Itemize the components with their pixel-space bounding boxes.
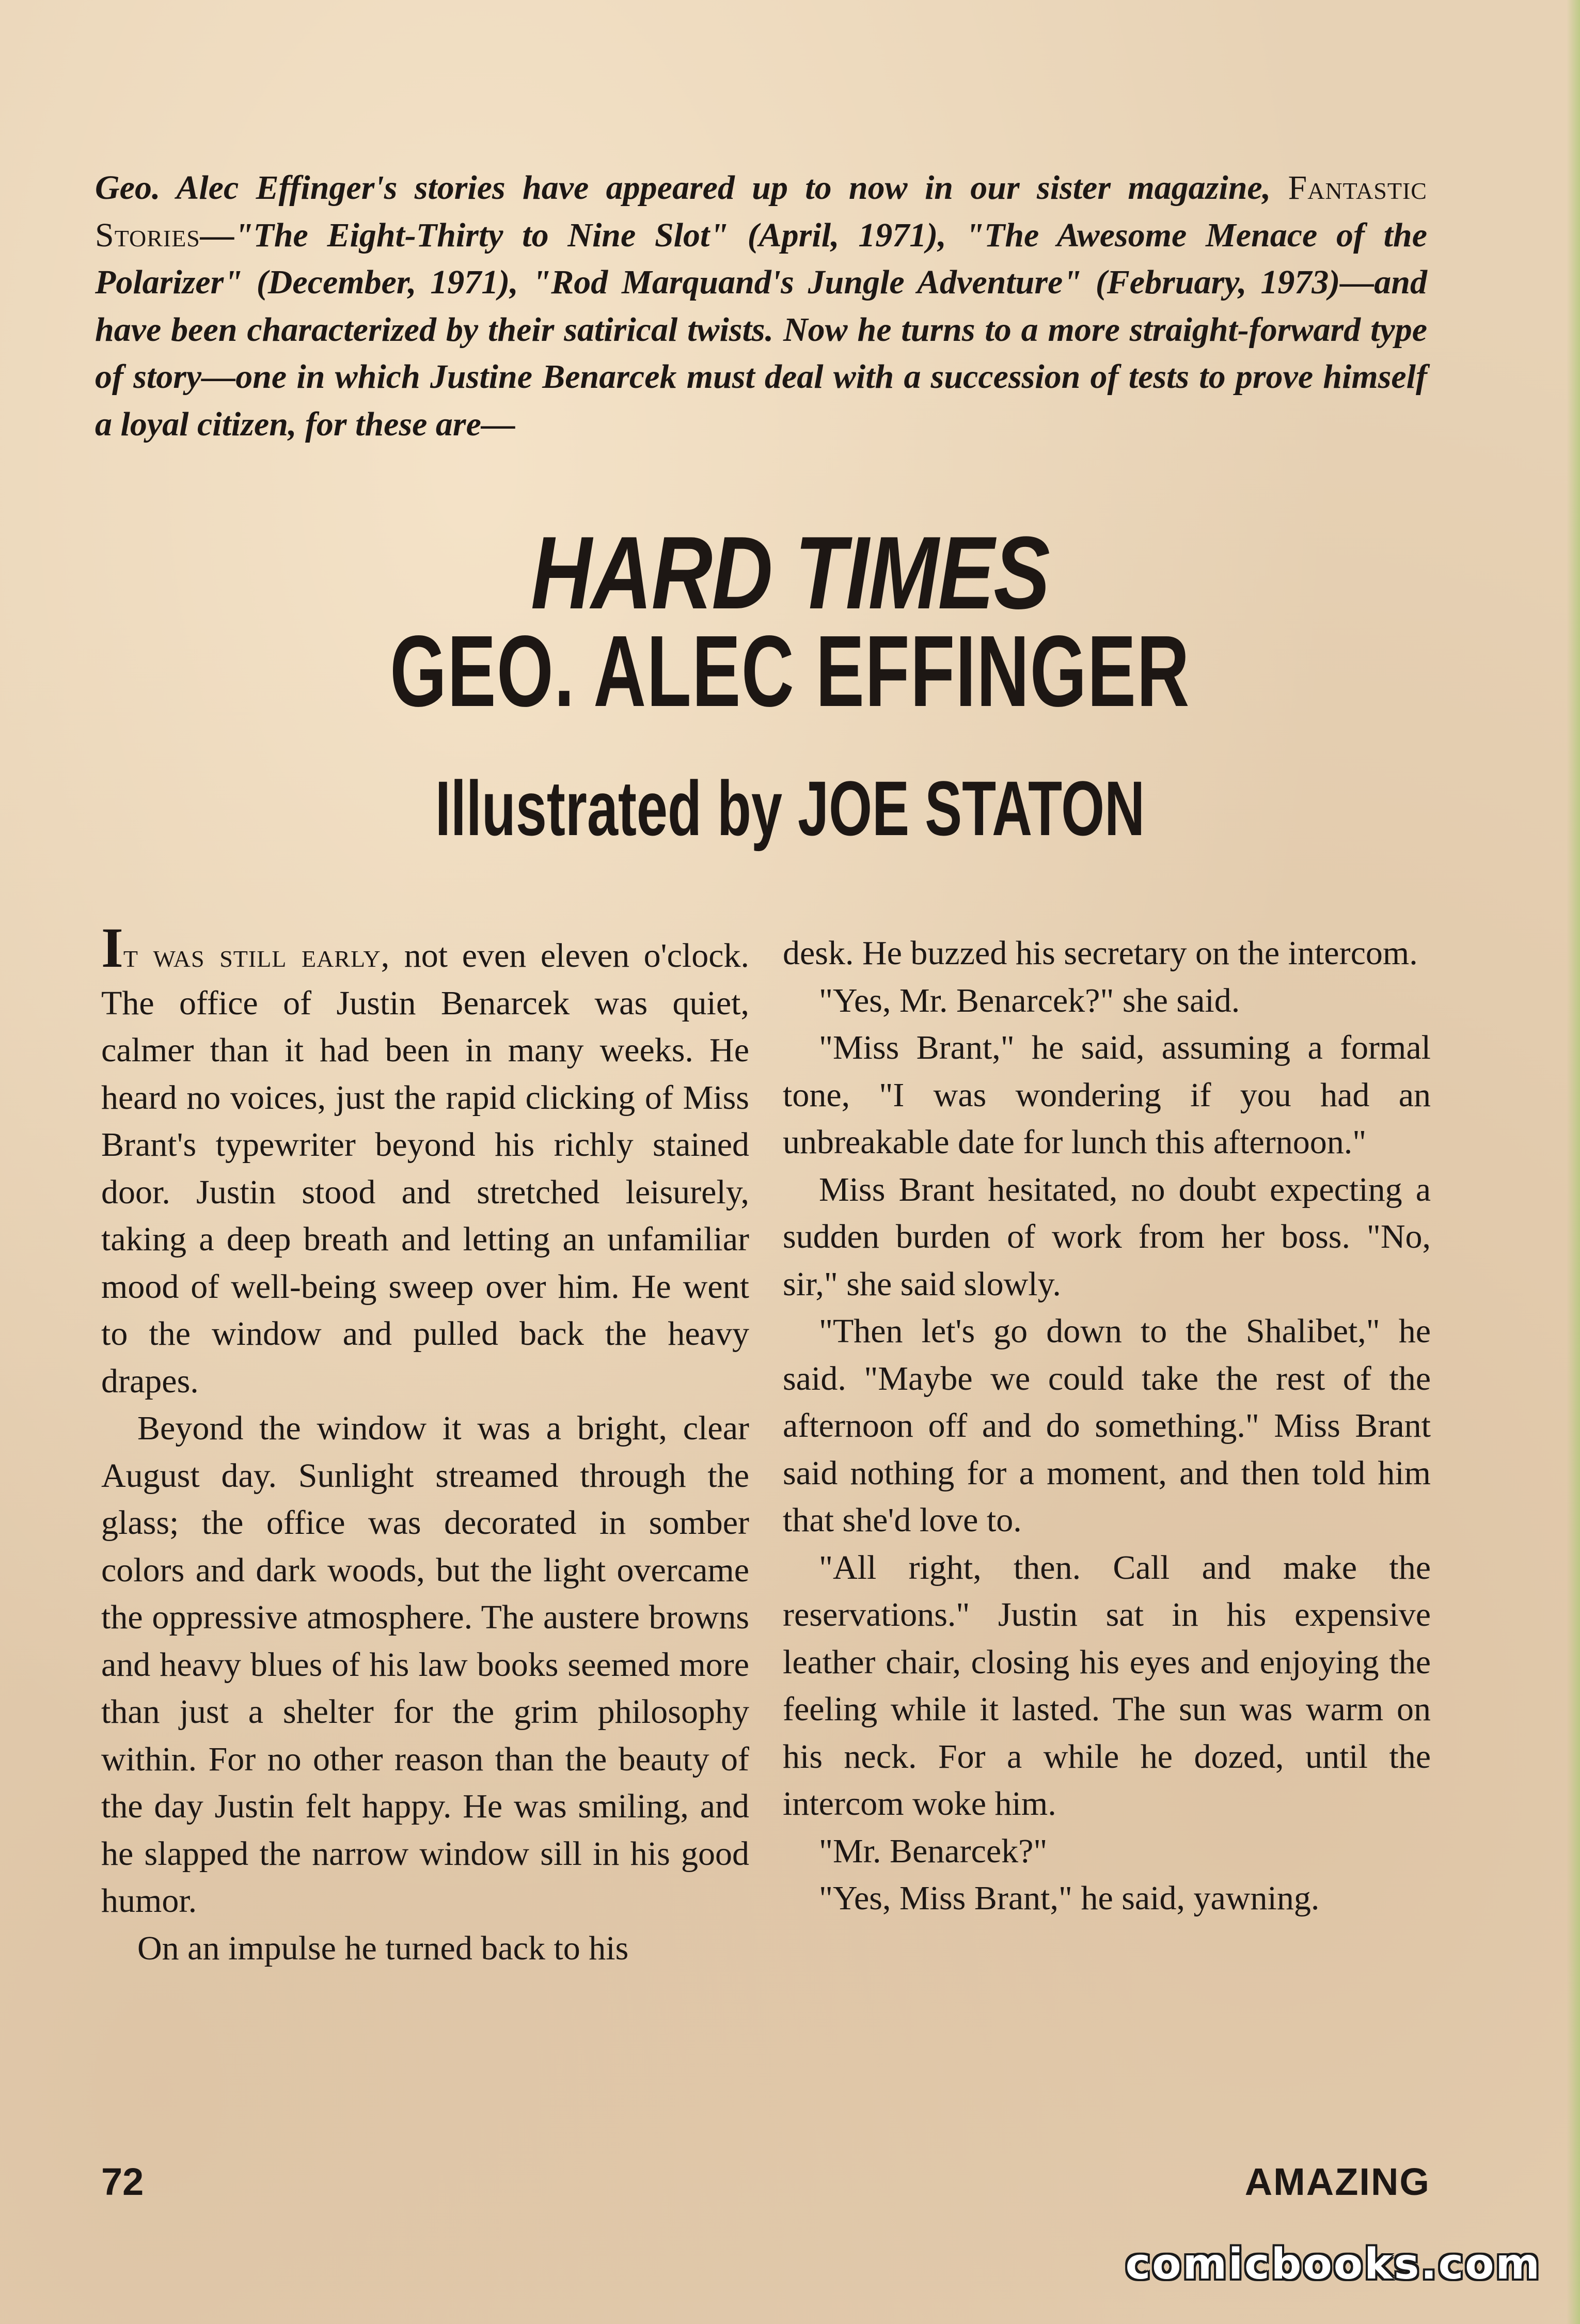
intro-text-part1: Geo. Alec Effinger's stories have appeared up to now in our sister magazine, (95, 169, 1288, 207)
paragraph-text: not even eleven o'clock. The office of Justin Benarcek was quiet, calmer than it had been in many weeks. He heard no voices, just the rapid clicking of Miss Brant's typewriter beyond his richly stained door. Justin stood and stretched leisurely, taking a deep breath and letting an unfamiliar mood of well-being sweep over him. He went to the window and pulled back the heavy drapes. (101, 937, 749, 1400)
page-edge-tint (1567, 0, 1580, 2324)
paragraph: "Miss Brant," he said, assuming a formal tone, "I was wondering if you had an unbreakable date for lunch this afternoon." (783, 1029, 1431, 1161)
body-column-left (101, 916, 749, 1972)
drop-cap: I (101, 916, 123, 979)
running-footer-magazine: AMAZING (1244, 2160, 1430, 2203)
paragraph: Beyond the window it was a bright, clear August day. Sunlight streamed through the glass; the office was decorated in somber colors and dark woods, but the light overcame the oppressive atmosphere. The austere browns and heavy blues of his law books seemed more than just a shelter for the grim philosophy within. For no other reason than the beauty of the day Justin felt happy. He was smiling, and he slapped the narrow window sill in his good humor. (101, 1409, 749, 1920)
editor-intro (95, 164, 1427, 448)
paragraph: "Yes, Mr. Benarcek?" she said. (819, 981, 1240, 1019)
intro-magazine-name: Fantastic Stories (95, 169, 1427, 254)
paragraph: "All right, then. Call and make the reservations." Justin sat in his expensive leather chair, closing his eyes and enjoying the feeling while it lasted. The sun was warm on his neck. For a while he dozed, until the intercom woke him. (783, 1548, 1431, 1823)
paragraph: Miss Brant hesitated, no doubt expecting a sudden burden of work from her boss. "No, sir," she said slowly. (783, 1170, 1431, 1303)
illustrator-credit: Illustrated by JOE STATON (435, 765, 1145, 852)
page-number: 72 (101, 2160, 144, 2203)
intro-text-part2: —"The Eight-Thirty to Nine Slot" (April, 1971), "The Awesome Menace of the Polarizer" (December, 1971), "Rod Marquand's Jungle Adventure" (February, 1973)—and have been characterized by their satirical twists. Now he turns to a more straight-forward type of story—one in which Justine Benarcek must deal with a succession of tests to prove himself a loyal citizen, for these are— (95, 216, 1427, 443)
story-title: HARD TIMES (530, 515, 1050, 631)
paragraph: "Mr. Benarcek?" (819, 1832, 1048, 1870)
paragraph: On an impulse he turned back to his (137, 1929, 629, 1967)
paragraph: desk. He buzzed his secretary on the intercom. (783, 934, 1418, 972)
paragraph: "Yes, Miss Brant," he said, yawning. (819, 1879, 1320, 1917)
paragraph: "Then let's go down to the Shalibet," he said. "Maybe we could take the rest of the afternoon off and do something." Miss Brant said nothing for a moment, and then told him that she'd love to. (783, 1312, 1431, 1539)
lead-in: t was still early, (123, 937, 390, 975)
story-author: GEO. ALEC EFFINGER (390, 615, 1190, 728)
paragraph (101, 916, 749, 1405)
watermark: comicbooks.com (1125, 2240, 1541, 2289)
body-column-right (783, 930, 1431, 1922)
